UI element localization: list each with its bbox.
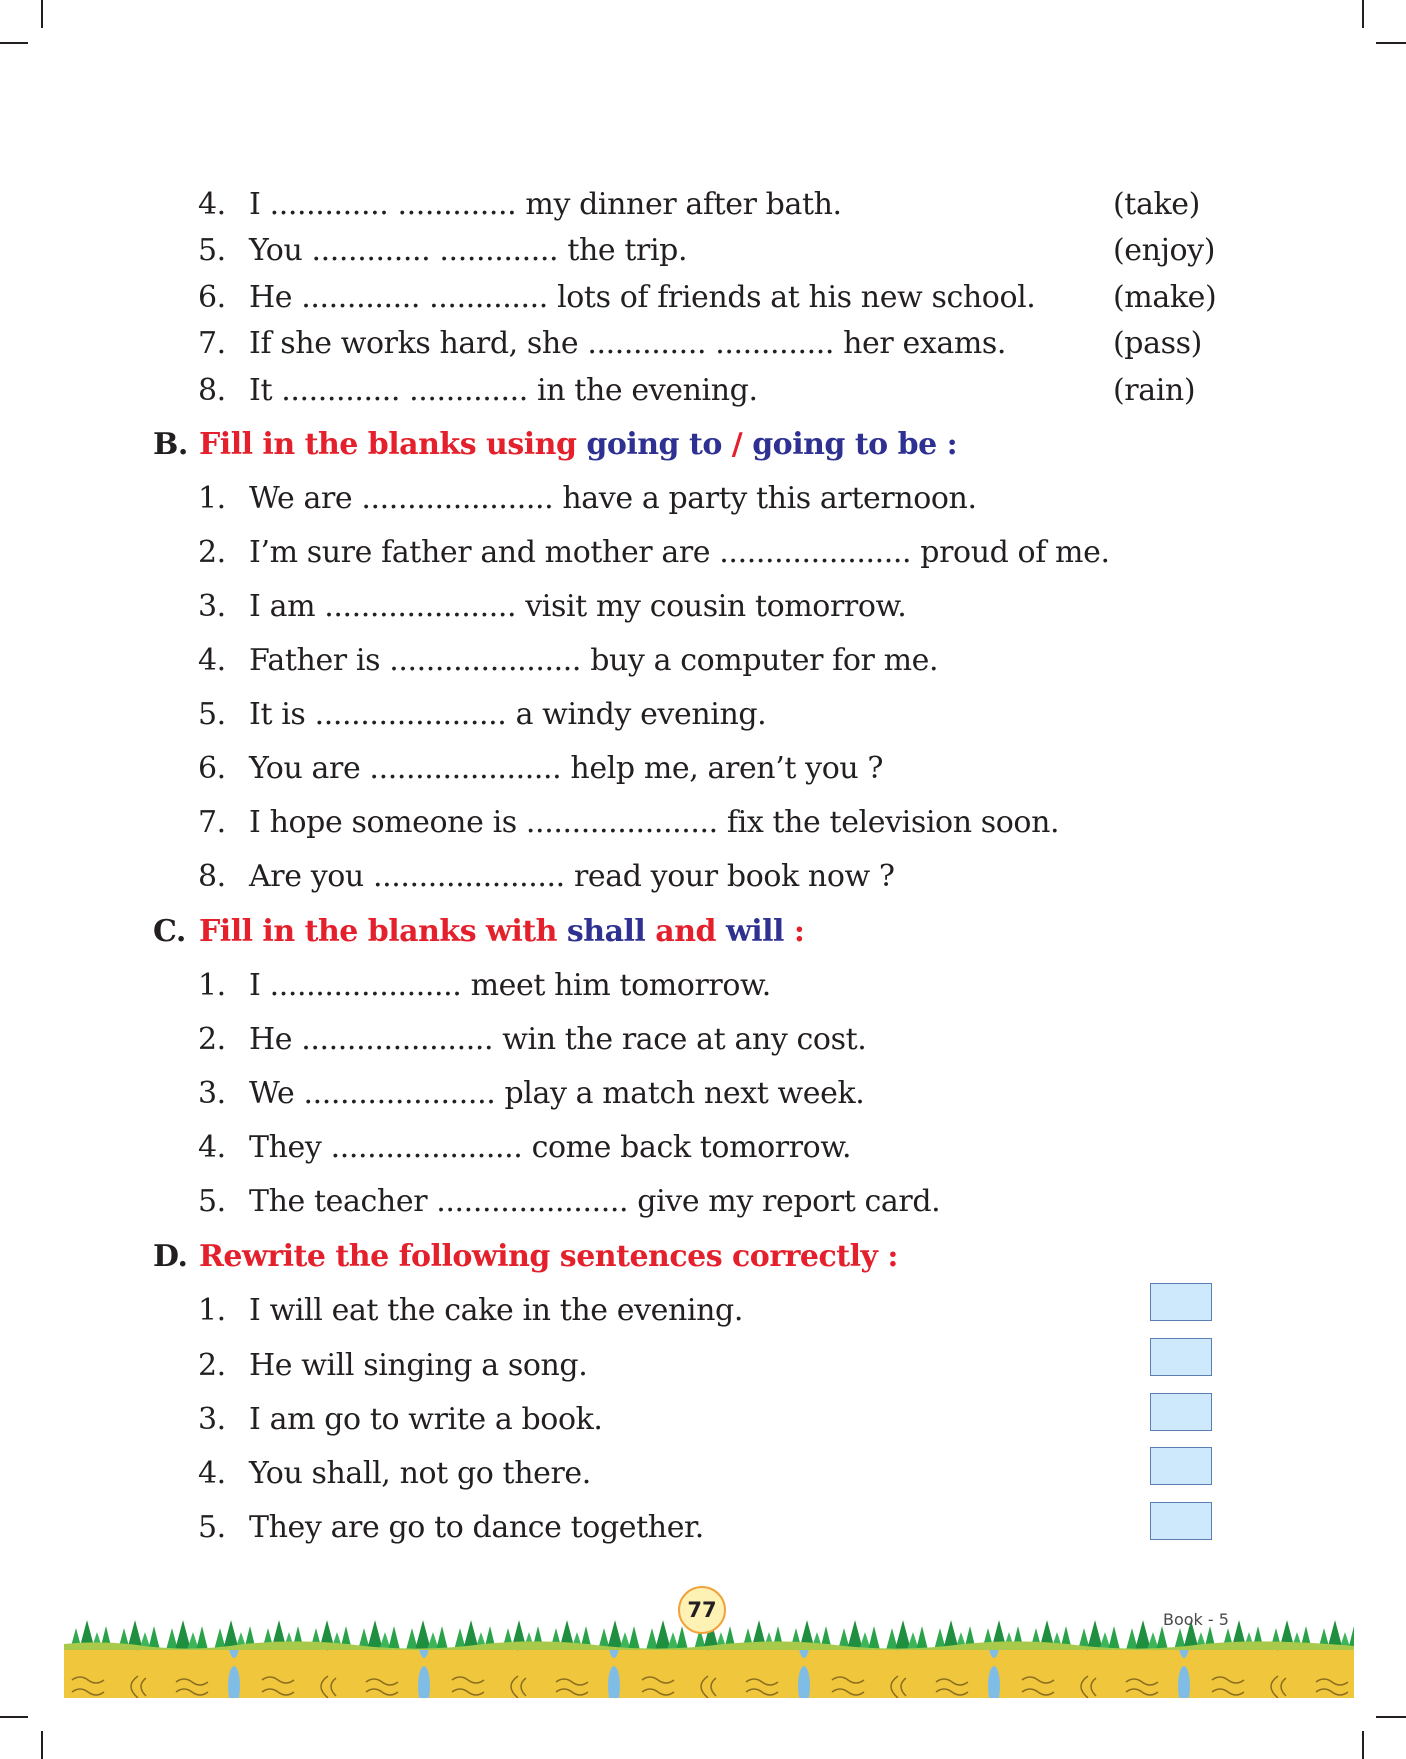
item-text: You are ..................... help me, aren’t you ? xyxy=(249,751,884,786)
item-number: 1. xyxy=(198,481,226,516)
answer-box[interactable] xyxy=(1150,1447,1212,1485)
item-text: You shall, not go there. xyxy=(249,1456,591,1491)
item-text: He ............. ............. lots of friends at his new school. xyxy=(249,280,1036,315)
item-text: He will singing a song. xyxy=(249,1348,588,1383)
crop-mark xyxy=(41,0,43,28)
item-text: I ............. ............. my dinner after bath. xyxy=(249,187,842,222)
item-number: 5. xyxy=(198,1510,226,1545)
item-text: Are you ..................... read your book now ? xyxy=(249,859,895,894)
exercise-c-item xyxy=(0,963,1406,1009)
exercise-c-item xyxy=(0,1125,1406,1171)
crop-mark xyxy=(1376,42,1406,44)
verb-hint: (rain) xyxy=(1113,373,1196,408)
item-number: 7. xyxy=(198,326,226,361)
exercise-a-item xyxy=(0,321,1406,367)
item-number: 1. xyxy=(198,1293,226,1328)
item-text: I ..................... meet him tomorrow. xyxy=(249,968,771,1003)
title-keyword: will xyxy=(725,914,784,949)
answer-box[interactable] xyxy=(1150,1502,1212,1540)
answer-box[interactable] xyxy=(1150,1338,1212,1376)
section-title: Rewrite the following sentences correctly : xyxy=(199,1239,898,1274)
verb-hint: (take) xyxy=(1113,187,1200,222)
crop-mark xyxy=(1362,0,1364,28)
item-text: The teacher ..................... give my report card. xyxy=(249,1184,941,1219)
item-number: 3. xyxy=(198,589,226,624)
answer-box[interactable] xyxy=(1150,1283,1212,1321)
item-text: I am go to write a book. xyxy=(249,1402,603,1437)
title-prefix: Fill in the blanks with xyxy=(199,914,567,949)
item-text: You ............. ............. the trip. xyxy=(249,233,688,268)
exercise-c-item xyxy=(0,1071,1406,1117)
item-number: 2. xyxy=(198,535,226,570)
item-number: 4. xyxy=(198,187,226,222)
item-number: 3. xyxy=(198,1076,226,1111)
item-number: 2. xyxy=(198,1348,226,1383)
item-text: I am ..................... visit my cousin tomorrow. xyxy=(249,589,907,624)
title-connector: and xyxy=(645,914,726,949)
title-separator: / xyxy=(721,427,753,462)
item-number: 4. xyxy=(198,1130,226,1165)
title-suffix: : xyxy=(783,914,805,949)
item-text: They are go to dance together. xyxy=(249,1510,704,1545)
title-prefix: Fill in the blanks using xyxy=(199,427,587,462)
item-text: If she works hard, she ............. ............. her exams. xyxy=(249,326,1007,361)
item-number: 5. xyxy=(198,697,226,732)
exercise-b-item xyxy=(0,530,1406,576)
title-suffix: : xyxy=(936,427,958,462)
item-text: I hope someone is ..................... fix the television soon. xyxy=(249,805,1060,840)
item-number: 4. xyxy=(198,1456,226,1491)
item-number: 5. xyxy=(198,1184,226,1219)
book-label: Book - 5 xyxy=(1163,1610,1229,1629)
item-number: 3. xyxy=(198,1402,226,1437)
item-text: I’m sure father and mother are ..................... proud of me. xyxy=(249,535,1110,570)
verb-hint: (make) xyxy=(1113,280,1217,315)
exercise-a-item xyxy=(0,275,1406,321)
section-title xyxy=(199,422,957,468)
item-text: He ..................... win the race at any cost. xyxy=(249,1022,867,1057)
exercise-a-item xyxy=(0,182,1406,228)
item-number: 8. xyxy=(198,373,226,408)
exercise-b-item xyxy=(0,638,1406,684)
verb-hint: (pass) xyxy=(1113,326,1202,361)
item-text: We are ..................... have a party this arternoon. xyxy=(249,481,977,516)
item-number: 6. xyxy=(198,751,226,786)
crop-mark xyxy=(0,42,28,44)
item-number: 4. xyxy=(198,643,226,678)
exercise-c-item xyxy=(0,1179,1406,1225)
crop-mark xyxy=(41,1731,43,1759)
exercise-b-item xyxy=(0,746,1406,792)
section-letter: C. xyxy=(153,914,186,949)
item-text: Father is ..................... buy a computer for me. xyxy=(249,643,939,678)
item-text: They ..................... come back tomorrow. xyxy=(249,1130,852,1165)
title-keyword: going to xyxy=(586,427,722,462)
item-number: 1. xyxy=(198,968,226,1003)
title-keyword: shall xyxy=(566,914,646,949)
item-number: 6. xyxy=(198,280,226,315)
section-letter: B. xyxy=(153,427,188,462)
item-number: 8. xyxy=(198,859,226,894)
exercise-b-item xyxy=(0,476,1406,522)
item-text: It ............. ............. in the evening. xyxy=(249,373,758,408)
verb-hint: (enjoy) xyxy=(1113,233,1215,268)
item-text: We ..................... play a match next week. xyxy=(249,1076,865,1111)
crop-mark xyxy=(0,1716,28,1718)
item-text: It is ..................... a windy evening. xyxy=(249,697,767,732)
section-title xyxy=(199,909,804,955)
exercise-b-item xyxy=(0,854,1406,900)
page-number-badge: 77 xyxy=(678,1586,726,1634)
exercise-c-item xyxy=(0,1017,1406,1063)
item-text: I will eat the cake in the evening. xyxy=(249,1293,743,1328)
exercise-b-item xyxy=(0,692,1406,738)
item-number: 5. xyxy=(198,233,226,268)
crop-mark xyxy=(1362,1731,1364,1759)
crop-mark xyxy=(1376,1716,1406,1718)
exercise-b-item xyxy=(0,800,1406,846)
exercise-a-item xyxy=(0,368,1406,414)
item-number: 7. xyxy=(198,805,226,840)
title-keyword: going to be xyxy=(752,427,937,462)
answer-box[interactable] xyxy=(1150,1393,1212,1431)
exercise-b-item xyxy=(0,584,1406,630)
item-number: 2. xyxy=(198,1022,226,1057)
exercise-a-item xyxy=(0,228,1406,274)
section-letter: D. xyxy=(153,1239,188,1274)
